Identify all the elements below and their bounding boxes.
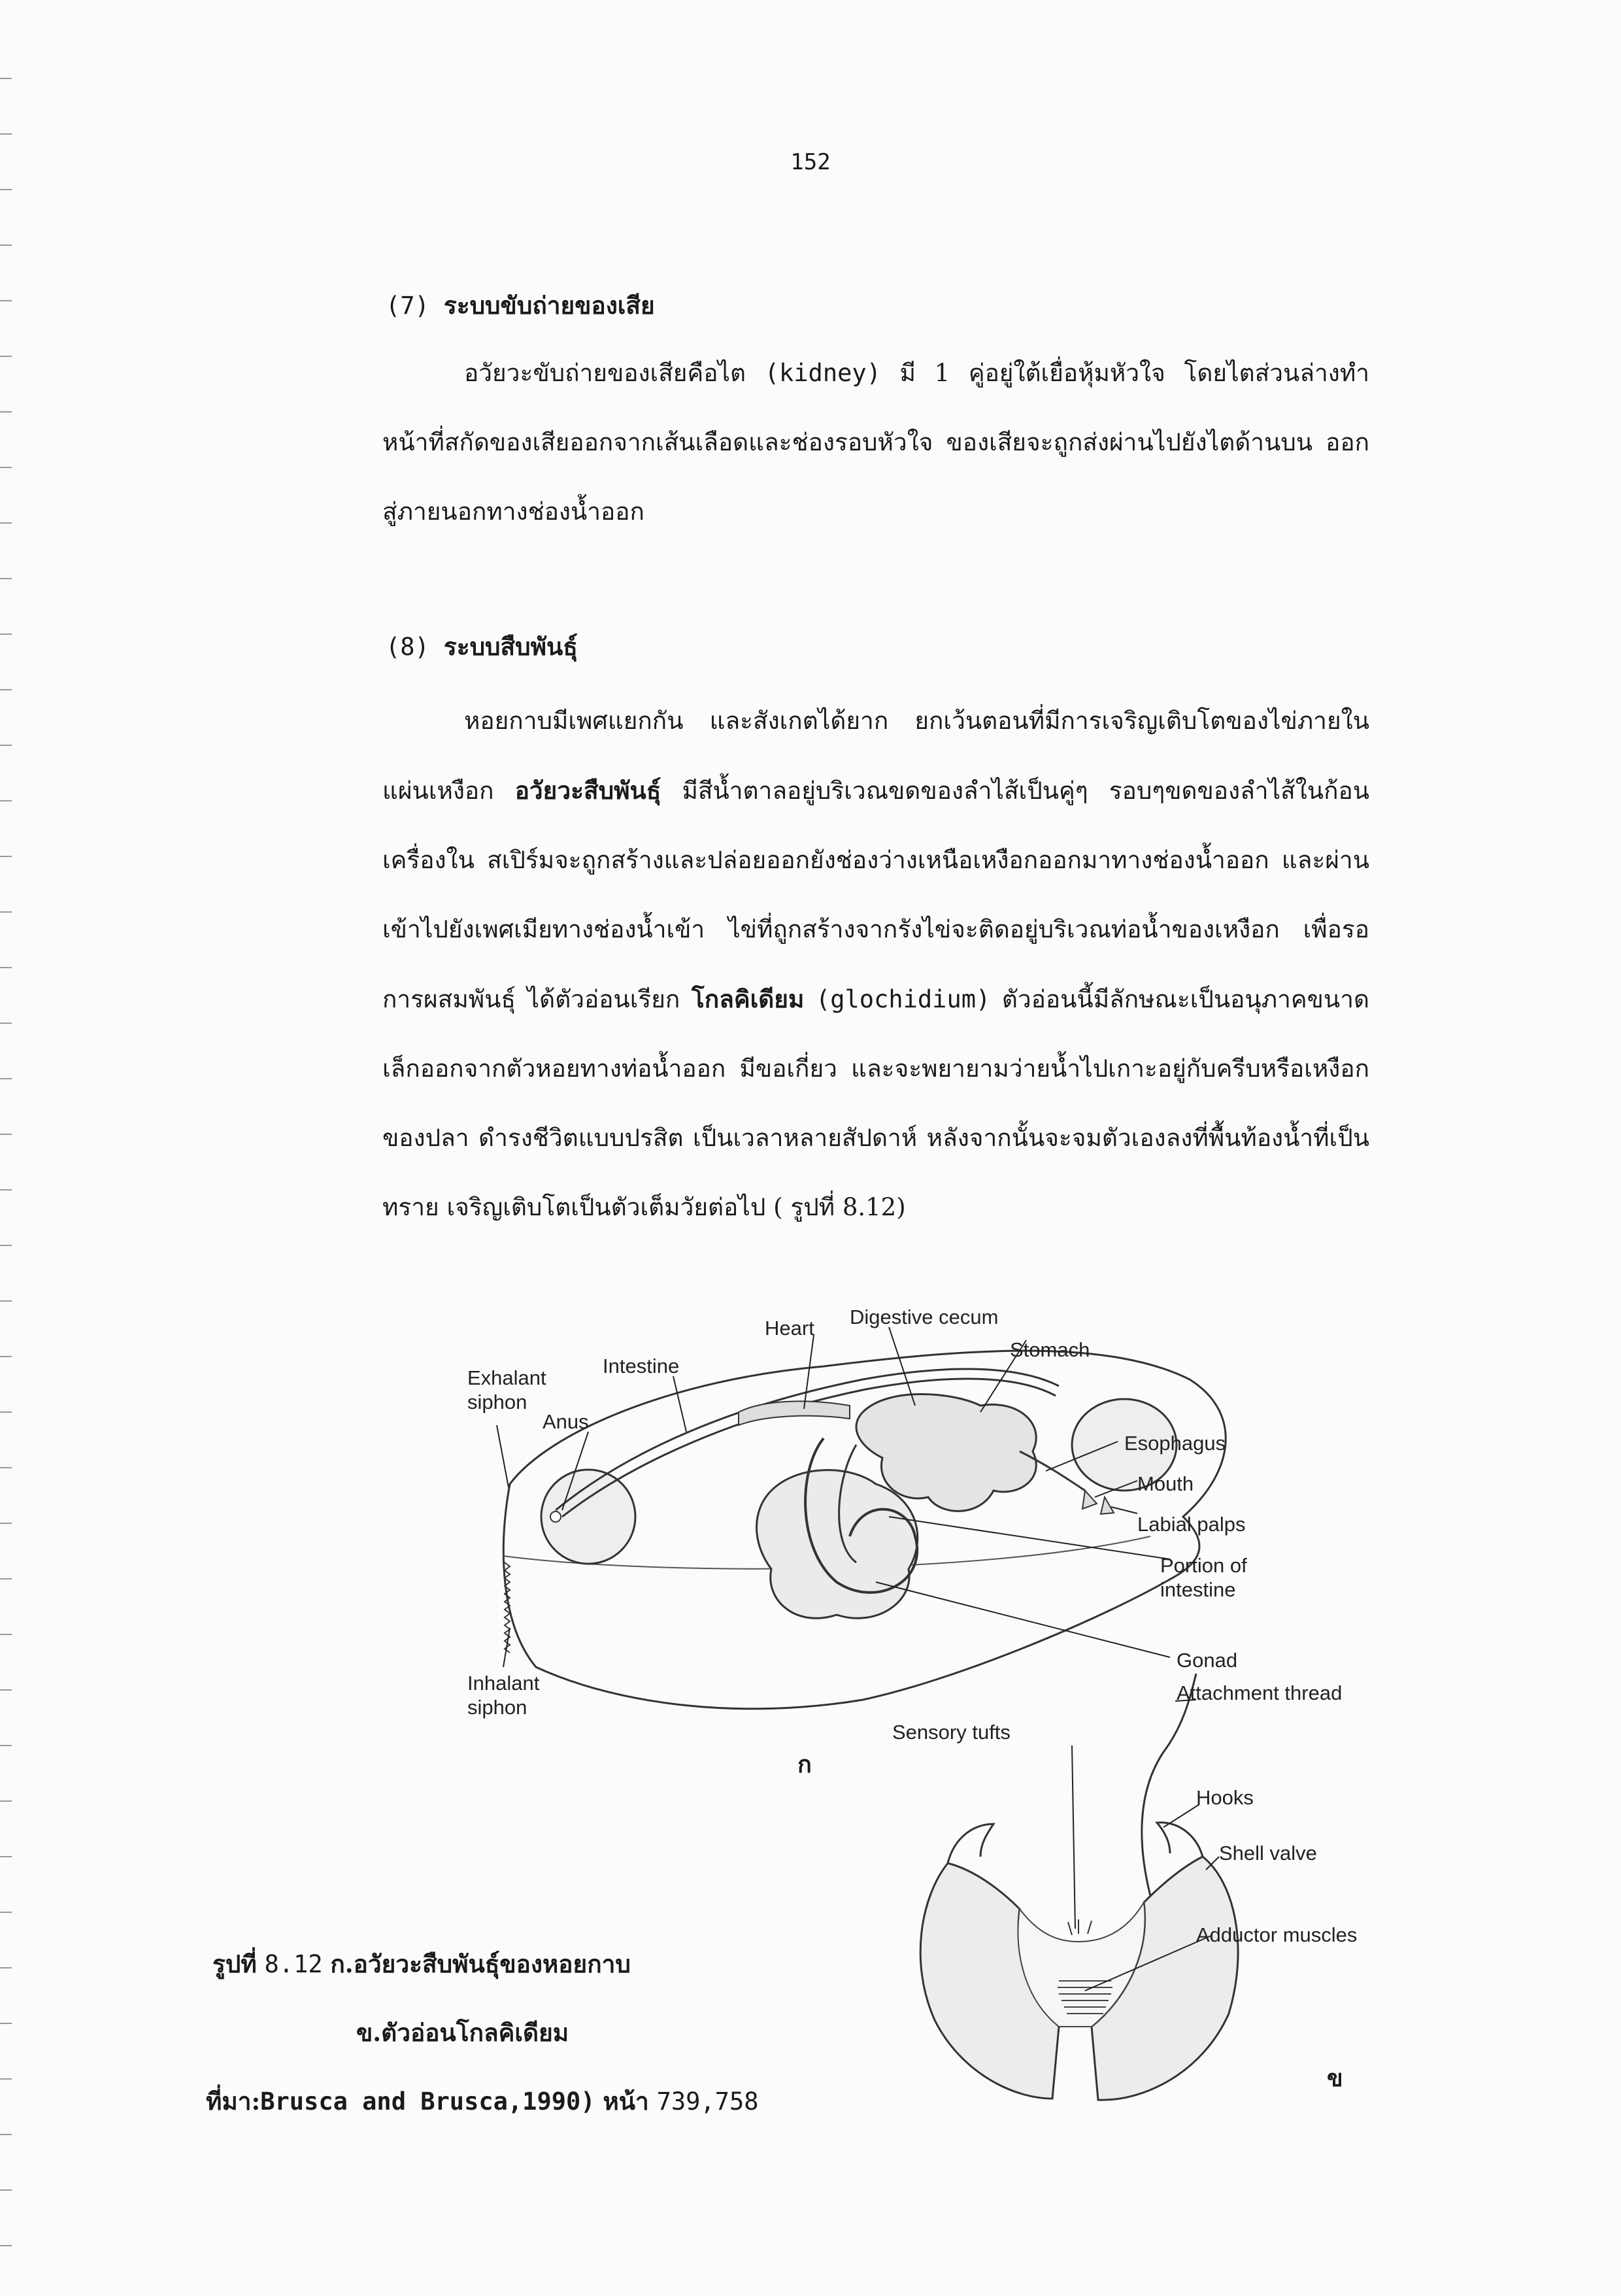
gonad [757,1470,918,1619]
section-title: ระบบสืบพันธุ์ [443,632,578,661]
label-sensory-tufts: Sensory tufts [892,1721,1011,1744]
label-anus: Anus [543,1410,589,1433]
label-hooks: Hooks [1196,1786,1254,1809]
attachment-thread [1142,1674,1196,1896]
paragraph-text: มี 1 คู่อยู่ใต้เยื่อหุ้มหัวใจ โดยไตส่วนล่างทำหน้าที่สกัดของเสียออกจากเส้นเลือดและช่องรอบหัวใจ ของเสียจะถูกส่งผ่านไปยังไตด้านบน ออกสู่ภายนอกทางช่องน้ำออก [382,359,1370,526]
label-attachment-thread: Attachment thread [1177,1681,1343,1704]
sensory-tufts [1068,1919,1092,1935]
margin-ruling [0,0,16,2296]
caption-title-a: ก.อวัยวะสืบพันธุ์ของหอยกาบ [330,1950,631,1978]
figure-caption-line1 [212,1945,631,1984]
caption-source-prefix: ที่มา: [206,2087,261,2116]
caption-source: Brusca and Brusca,1990) [260,2087,595,2116]
figure-a-letter: ก [797,1751,812,1778]
reproductive-paragraph [382,686,1369,1242]
term-reproductive-organ: อวัยวะสืบพันธุ์ [514,776,661,805]
term-kidney: (kidney) [764,359,881,387]
paragraph-text: ตัวอ่อนนี้มีลักษณะเป็นอนุภาคขนาดเล็กออกจากตัวหอยทางท่อน้ำออก มีขอเกี่ยว และจะพยายามว่ายน้ำไปเกาะอยู่กับครีบหรือเหงือกของปลา ดำรงชีวิตแบบปรสิต เป็นเวลาหลายสัปดาห์ หลังจากนั้นจะจมตัวเองลงที่พื้นท้องน้ำที่เป็นทราย เจริญเติบโตเป็นตัวเต็มวัยต่อไป ( รูปที่ 8.12) [382,985,1369,1221]
labial-palps [1082,1491,1114,1514]
paragraph-text: หอยกาบมีเพศแยกกัน และสังเกตได้ยาก ยกเว้นตอนที่มีการเจริญเติบโตของไข่ภายในแผ่นเหงือก [382,707,1369,805]
label-gonad: Gonad [1177,1649,1238,1672]
section-number: (7) [386,292,429,320]
label-heart: Heart [765,1317,814,1340]
figure-b-letter: ข [1327,2065,1343,2092]
label-esophagus: Esophagus [1124,1432,1226,1455]
caption-title-b: ข.ตัวอ่อนโกลคิเดียม [356,2018,569,2047]
paragraph-text: อวัยวะขับถ่ายของเสียคือไต [464,359,765,387]
label-portion-of: Portion of [1160,1554,1247,1577]
caption-prefix: รูปที่ [212,1950,257,1978]
term-glochidium: (glochidium) [815,985,991,1013]
label-adductor-muscles: Adductor muscles [1196,1923,1358,1946]
section-title: ระบบขับถ่ายของเสีย [443,291,655,320]
label-shell-valve: Shell valve [1219,1842,1317,1865]
section-number: (8) [386,633,429,661]
figure-caption-line2 [356,2014,569,2052]
label-exhalant: Exhalant [467,1366,546,1389]
figure-caption-source [206,2082,759,2121]
paragraph-text: มีสีน้ำตาลอยู่บริเวณขดของลำไส้เป็นคู่ๆ รอบๆขดของลำไส้ในก้อนเครื่องใน สเปิร์มจะถูกสร้างและปล่อยออกยังช่องว่างเหนือเหงือกออกมาทางช่องน้ำออก และผ่านเข้าไปยังเพศเมียทางช่องน้ำเข้า ไข่ที่ถูกสร้างจากรังไข่จะติดอยู่บริเวณท่อน้ำของเหงือก เพื่อรอการผสมพันธุ์ ได้ตัวอ่อนเรียก [382,777,1370,1013]
heart [739,1401,850,1425]
clam-anatomy-figure [458,1301,1412,1726]
section-7-heading [386,286,655,325]
section-8-heading [386,628,578,666]
label-digestive-cecum: Digestive cecum [850,1306,999,1328]
hook-left [948,1824,994,1863]
excretory-paragraph [382,339,1369,547]
label-portion-intestine: intestine [1160,1578,1236,1601]
page-number: 152 [790,149,831,175]
anus [550,1511,561,1522]
caption-page-word: หน้า [603,2087,649,2116]
label-intestine: Intestine [603,1355,680,1377]
term-glochidium-thai: โกลคิเดียม [691,985,805,1013]
label-mouth: Mouth [1137,1472,1194,1495]
caption-pages: 739,758 [656,2087,759,2116]
label-inhalant: Inhalant [467,1672,540,1695]
label-inhalant-siphon: siphon [467,1696,527,1719]
label-exhalant-siphon: siphon [467,1391,527,1413]
label-stomach: Stomach [1010,1338,1090,1361]
label-labial-palps: Labial palps [1137,1513,1246,1536]
caption-number: 8.12 [264,1950,323,1978]
